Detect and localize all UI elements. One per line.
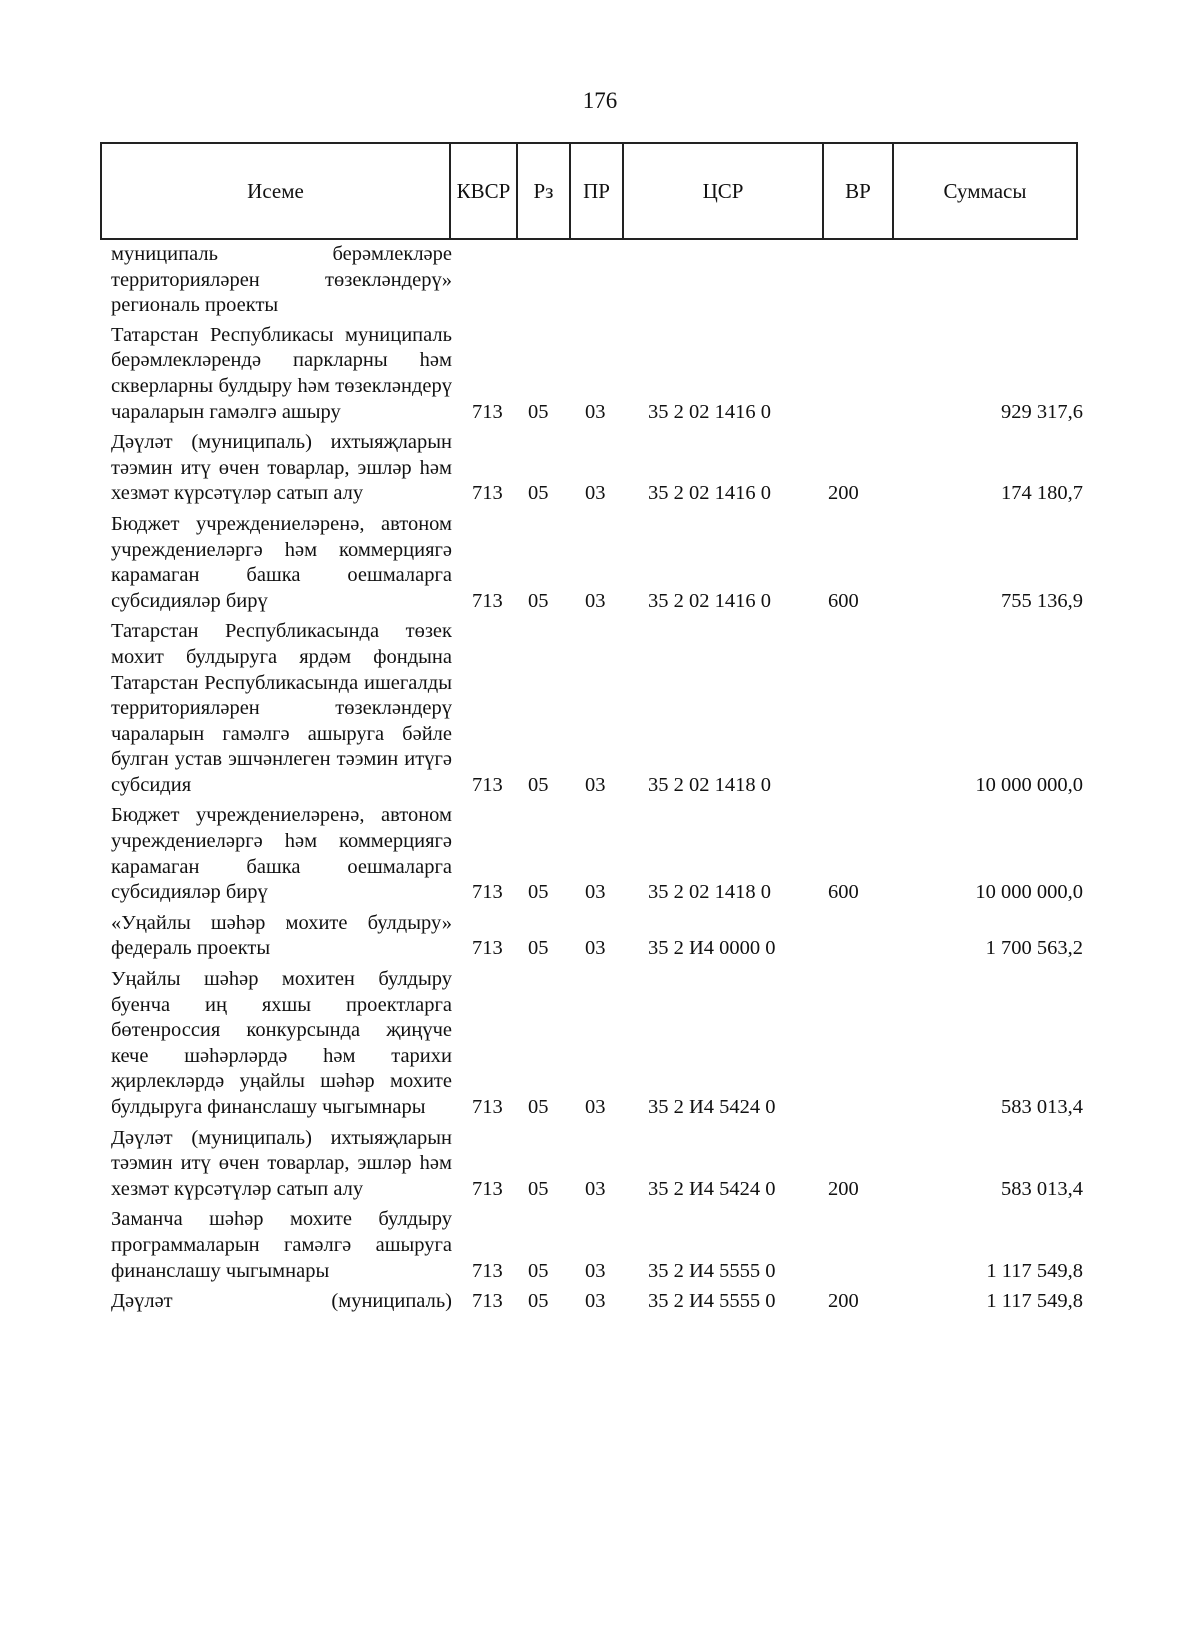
table-row [111,1126,1101,1203]
row-name: Уңайлы шәһәр мохитен булдыру буенча иң яхшы проектларга бөтенроссия конкурсында җиңүче кече шәһәрләрдә һәм тарихи җирлекләрдә уңайлы шәһәр мохите булдыруга финанслашу чыгымнары [111,968,452,1118]
row-rz: 05 [528,881,549,904]
table-row [111,430,1101,507]
row-name: муниципаль берәмлекләре территорияләрен төзекләндерү» региональ проекты [111,243,452,317]
row-pr: 03 [585,937,606,960]
row-sum: 10 000 000,0 [975,881,1083,904]
row-vr: 600 [828,881,859,904]
header-sum: Суммасы [892,144,1076,238]
row-sum: 755 136,9 [1001,589,1083,612]
row-pr: 03 [585,1259,606,1282]
row-sum: 10 000 000,0 [975,773,1083,796]
table-row [111,323,1101,425]
row-csr: 35 2 02 1416 0 [648,589,771,612]
row-vr: 200 [828,482,859,505]
row-csr: 35 2 И4 5424 0 [648,1096,776,1118]
row-rz: 05 [528,1290,549,1313]
header-pr: ПР [569,144,622,238]
row-sum: 1 117 549,8 [986,1259,1083,1282]
page-number: 176 [582,88,618,113]
row-rz: 05 [528,1259,549,1282]
row-name: Дәүләт (муниципаль) ихтыяҗларын тәэмин итү өчен товарлар, эшләр һәм хезмәт күрсәтүләр сатып алу [111,1126,452,1200]
row-rz: 05 [528,937,549,960]
table-header [100,142,1078,240]
row-vr: 200 [828,1177,859,1200]
row-pr: 03 [585,881,606,904]
row-pr: 03 [585,589,606,612]
table-row [111,1207,1101,1284]
row-name: Заманча шәһәр мохите булдыру программаларын гамәлгә ашыруга финанслашу чыгымнары [111,1208,452,1282]
row-csr: 35 2 И4 0000 0 [648,937,776,960]
row-kvsr: 713 [472,1177,503,1200]
row-sum: 583 013,4 [1001,1096,1083,1118]
table-row [111,1289,1101,1315]
row-rz: 05 [528,589,549,612]
row-kvsr: 713 [472,937,503,960]
row-rz: 05 [528,1177,549,1200]
row-name: Татарстан Республикасы муниципаль берәмлекләрендә паркларны һәм скверларны булдыру һәм төзекләндерү чараларын гамәлгә ашыру [111,323,452,423]
table-body [111,242,1101,1315]
table-row [111,242,1101,319]
row-kvsr: 713 [472,881,503,904]
row-sum: 1 700 563,2 [985,937,1083,960]
row-name: Дәүләт (муниципаль) [111,1290,452,1313]
row-csr: 35 2 02 1416 0 [648,400,771,423]
table-row [111,512,1101,614]
header-vr: ВР [822,144,892,238]
header-name: Исеме [247,178,304,203]
row-pr: 03 [585,400,606,423]
header-csr: ЦСР [622,144,822,238]
row-pr: 03 [585,482,606,505]
row-kvsr: 713 [472,1290,503,1313]
row-rz: 05 [528,773,549,796]
row-sum: 583 013,4 [1001,1177,1083,1200]
row-pr: 03 [585,773,606,796]
row-csr: 35 2 02 1418 0 [648,773,771,796]
row-vr: 200 [828,1290,859,1313]
row-csr: 35 2 И4 5424 0 [648,1177,776,1200]
row-kvsr: 713 [472,400,503,423]
row-kvsr: 713 [472,1096,503,1118]
table-row [111,967,1101,1121]
row-kvsr: 713 [472,1259,503,1282]
row-name: Бюджет учреждениеләренә, автоном учреждениеләргә һәм коммерциягә карамаган башка оешмаларга субсидияләр бирү [111,512,452,612]
row-kvsr: 713 [472,482,503,505]
row-name: Татарстан Республикасында төзек мохит булдыруга ярдәм фондына Татарстан Республикасында ишегалды территорияләрен төзекләндерү чараларын гамәлгә ашыруга бәйле булган устав эшчәнлеген тәэмин итүгә субсидия [111,620,452,796]
row-sum: 929 317,6 [1001,400,1083,423]
row-csr: 35 2 02 1418 0 [648,881,771,904]
row-kvsr: 713 [472,589,503,612]
row-pr: 03 [585,1177,606,1200]
row-csr: 35 2 И4 5555 0 [648,1259,776,1282]
row-name: Дәүләт (муниципаль) ихтыяҗларын тәэмин итү өчен товарлар, эшләр һәм хезмәт күрсәтүләр сатып алу [111,431,452,505]
row-sum: 1 117 549,8 [986,1290,1083,1313]
row-rz: 05 [528,400,549,423]
row-name: «Уңайлы шәһәр мохите булдыру» федераль проекты [111,911,452,960]
row-kvsr: 713 [472,773,503,796]
row-rz: 05 [528,1096,549,1118]
table-row [111,911,1101,962]
row-sum: 174 180,7 [1001,482,1083,505]
row-name: Бюджет учреждениеләренә, автоном учреждениеләргә һәм коммерциягә карамаган башка оешмаларга субсидияләр бирү [111,804,452,904]
row-csr: 35 2 02 1416 0 [648,482,771,505]
row-pr: 03 [585,1290,606,1313]
header-rz: Рз [516,144,569,238]
table-row [111,619,1101,798]
row-rz: 05 [528,482,549,505]
row-pr: 03 [585,1096,606,1118]
row-csr: 35 2 И4 5555 0 [648,1290,776,1313]
row-vr: 600 [828,589,859,612]
header-kvsr: КВСР [449,144,516,238]
table-row [111,803,1101,905]
